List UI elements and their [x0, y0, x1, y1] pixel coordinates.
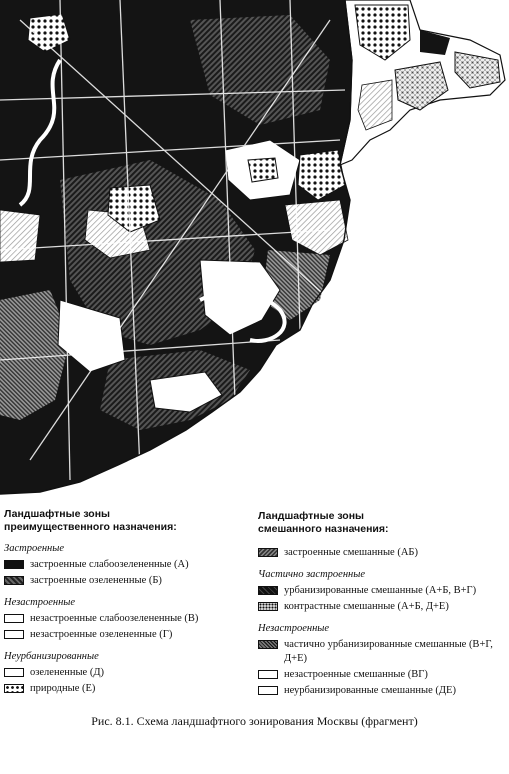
legend-title: Ландшафтные зоны	[4, 508, 111, 520]
legend-label: контрастные смешанные (А+Б, Д+Е)	[284, 601, 449, 612]
swatch-g	[4, 630, 24, 639]
legend-group-heading: Неурбанизированные	[4, 651, 99, 662]
zone-natural	[248, 158, 278, 182]
legend-item	[258, 600, 504, 614]
legend-label: урбанизированные смешанные (А+Б, В+Г)	[284, 585, 477, 596]
legend-item	[4, 612, 244, 626]
legend-item	[4, 628, 244, 642]
legend-label: застроенные слабоозелененные (А)	[30, 559, 189, 570]
legend-group-heading: Частично застроенные	[258, 569, 366, 580]
legend-label: незастроенные слабоозелененные (В)	[30, 613, 199, 624]
swatch-abvg	[258, 586, 278, 595]
legend-group-heading: Незастроенные	[258, 623, 330, 634]
legend-label: застроенные озелененные (Б)	[30, 575, 162, 586]
legend-item	[4, 558, 244, 572]
legend-label: незастроенные смешанные (ВГ)	[284, 669, 428, 680]
legend-item	[4, 666, 244, 680]
legend-item	[4, 574, 244, 588]
legend-group-heading: Застроенные	[4, 543, 65, 554]
legend-primary-zones	[4, 508, 244, 698]
swatch-vg	[258, 670, 278, 679]
zone-light	[0, 210, 40, 262]
swatch-b	[4, 576, 24, 585]
swatch-e	[4, 684, 24, 693]
legend-item	[258, 546, 504, 560]
legend-item	[258, 684, 504, 698]
legend-label: незастроенные озелененные (Г)	[30, 629, 173, 640]
legend-title: Ландшафтные зоны	[258, 510, 365, 522]
legend-label: неурбанизированные смешанные (ДЕ)	[284, 685, 456, 696]
swatch-a	[4, 560, 24, 569]
swatch-v	[4, 614, 24, 623]
legend-title: преимущественного назначения:	[4, 521, 177, 533]
legend-label: озелененные (Д)	[30, 667, 104, 678]
legend-label: природные (Е)	[30, 683, 96, 694]
legend-item	[258, 668, 504, 682]
legend-mixed-zones	[258, 510, 504, 700]
legend-item	[258, 638, 504, 666]
figure-caption: Рис. 8.1. Схема ландшафтного зонирования Москвы (фрагмент)	[91, 714, 418, 728]
swatch-abde	[258, 602, 278, 611]
legend-item	[258, 584, 504, 598]
swatch-ab	[258, 548, 278, 557]
swatch-de	[258, 686, 278, 695]
legend-group-heading: Незастроенные	[4, 597, 76, 608]
legend-title: смешанного назначения:	[258, 523, 389, 535]
legend-label: частично урбанизированные смешанные (В+Г, Д+Е)	[284, 639, 493, 664]
legend-item	[4, 682, 244, 696]
legend-label: застроенные смешанные (АБ)	[284, 547, 418, 558]
swatch-vgde	[258, 640, 278, 649]
swatch-d	[4, 668, 24, 677]
